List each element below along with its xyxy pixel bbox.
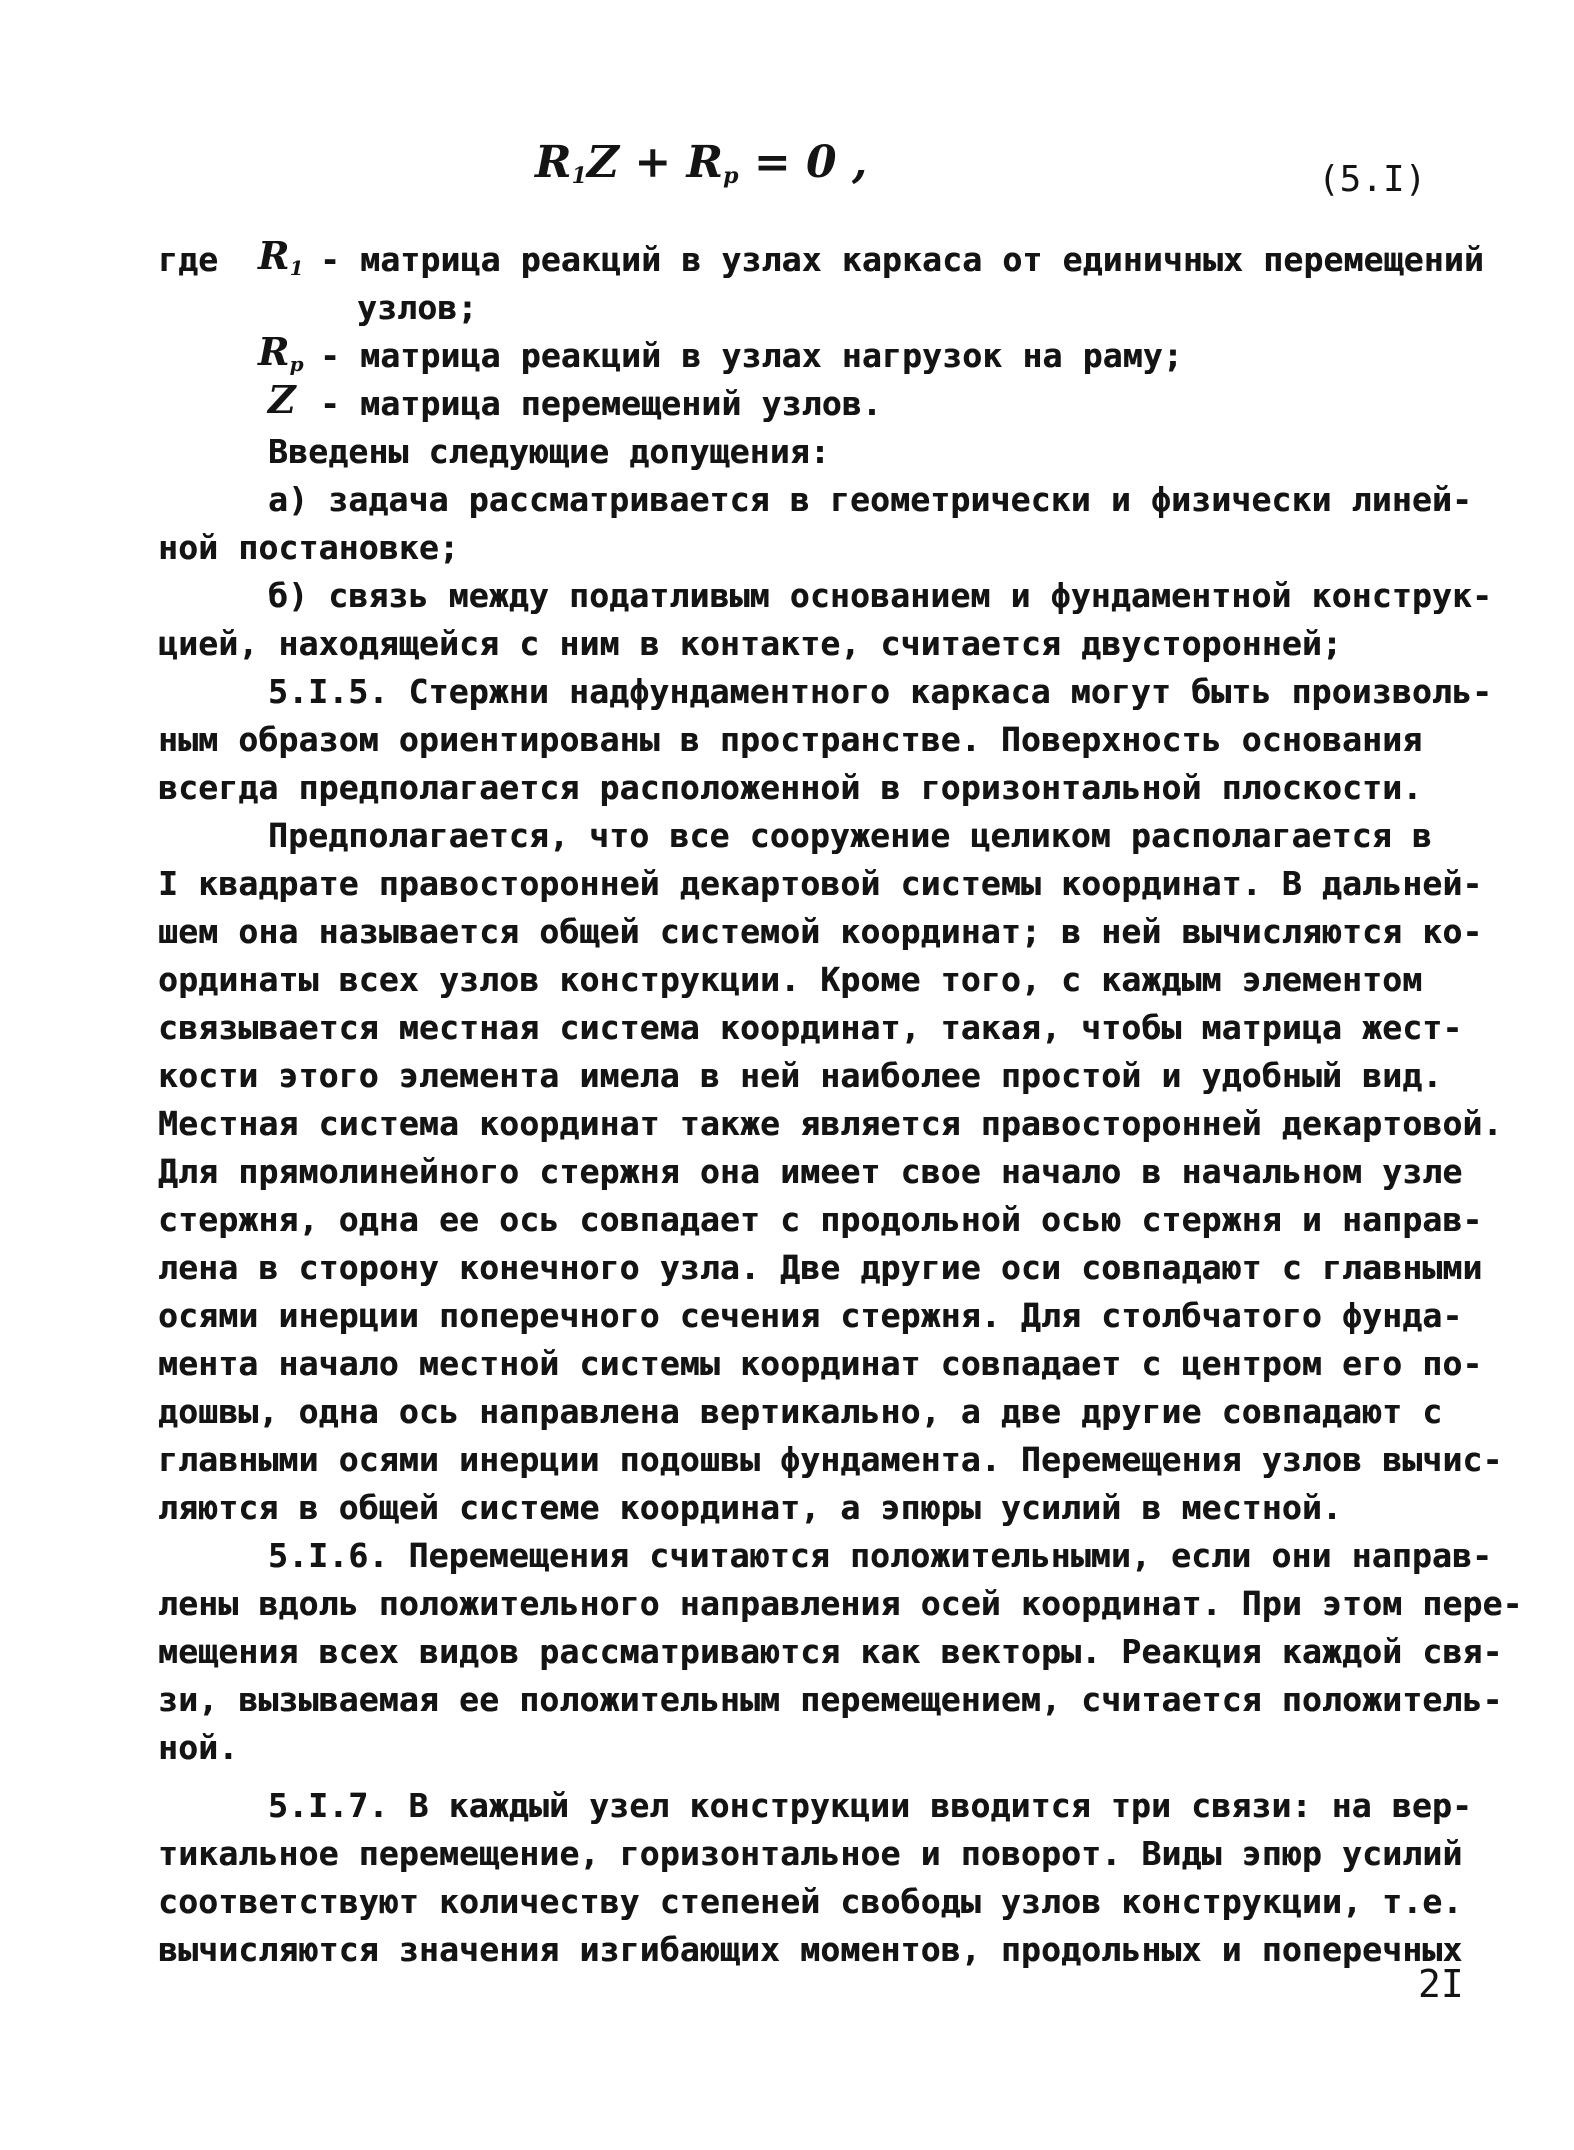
body-line: лена в сторону конечного узла. Две другие оси совпадают с главными <box>158 1248 1483 1287</box>
body-line: 5.I.6. Перемещения считаются положительными, если они направ- <box>268 1536 1493 1575</box>
body-line: мента начало местной системы координат совпадает с центром его по- <box>158 1344 1483 1383</box>
body-line: а) задача рассматривается в геометрически и физически линей- <box>268 480 1473 519</box>
body-line: ной постановке; <box>158 528 460 567</box>
body-line: стержня, одна ее ось совпадает с продольной осью стержня и направ- <box>158 1200 1483 1239</box>
body-line: Местная система координат также является правосторонней декартовой. <box>158 1104 1503 1143</box>
body-line: Предполагается, что все сооружение целиком располагается в <box>268 816 1432 855</box>
definition-r1-line2: узлов; <box>357 288 478 327</box>
body-line: связывается местная система координат, такая, чтобы матрица жест- <box>158 1008 1463 1047</box>
body-line: 5.I.7. В каждый узел конструкции вводится три связи: на вер- <box>268 1786 1473 1825</box>
body-line: тикальное перемещение, горизонтальное и поворот. Виды эпюр усилий <box>158 1834 1463 1873</box>
symbol-r1-letter: R <box>258 233 290 278</box>
body-line: б) связь между податливым основанием и фундаментной конструк- <box>268 576 1493 615</box>
definition-rp: - матрица реакций в узлах нагрузок на раму; <box>320 336 1183 375</box>
body-line: соответствуют количеству степеней свободы узлов конструкции, т.е. <box>158 1882 1463 1921</box>
body-line: Введены следующие допущения: <box>268 432 830 471</box>
body-line: лены вдоль положительного направления осей координат. При этом пере- <box>158 1584 1523 1623</box>
body-line: ординаты всех узлов конструкции. Кроме того, с каждым элементом <box>158 960 1423 999</box>
page-number: 2I <box>1418 1962 1464 2006</box>
definition-z: - матрица перемещений узлов. <box>320 384 882 423</box>
equation-rp-subscript: p <box>723 163 739 189</box>
body-line: осями инерции поперечного сечения стержня. Для столбчатого фунда- <box>158 1296 1463 1335</box>
definition-r1-line1: - матрица реакций в узлах каркаса от единичных перемещений <box>320 240 1484 279</box>
body-line: вычисляются значения изгибающих моментов, продольных и поперечных <box>158 1930 1463 1969</box>
equation-z: Z <box>586 137 620 188</box>
equation <box>535 138 867 201</box>
body-line: кости этого элемента имела в ней наиболее простой и удобный вид. <box>158 1056 1443 1095</box>
equation-plus: + <box>619 137 687 188</box>
body-line: ляются в общей системе координат, а эпюры усилий в местной. <box>158 1488 1342 1527</box>
body-line: главными осями инерции подошвы фундамента. Перемещения узлов вычис- <box>158 1440 1503 1479</box>
symbol-r1-subscript: 1 <box>289 256 304 280</box>
body-line: Для прямолинейного стержня она имеет свое начало в начальном узле <box>158 1152 1463 1191</box>
body-line: дошвы, одна ось направлена вертикально, а две другие совпадают с <box>158 1392 1443 1431</box>
body-line: ной. <box>158 1728 239 1767</box>
symbol-rp-letter: R <box>258 329 290 374</box>
body-line: мещения всех видов рассматриваются как векторы. Реакция каждой свя- <box>158 1632 1503 1671</box>
body-line: цией, находящейся с ним в контакте, считается двусторонней; <box>158 624 1342 663</box>
symbol-z: Z <box>268 377 296 422</box>
body-line: зи, вызываемая ее положительным перемещением, считается положитель- <box>158 1680 1503 1719</box>
symbol-r1 <box>258 234 304 290</box>
equation-rp: R <box>686 137 724 188</box>
equation-number: (5.I) <box>1318 159 1427 200</box>
where-label: где <box>158 240 219 279</box>
body-line: I квадрате правосторонней декартовой системы координат. В дальней- <box>158 864 1483 903</box>
body-line: ным образом ориентированы в пространстве. Поверхность основания <box>158 720 1423 759</box>
equation-r1: R <box>535 137 572 188</box>
equation-rhs: = 0 , <box>738 137 868 188</box>
body-line: всегда предполагается расположенной в горизонтальной плоскости. <box>158 768 1423 807</box>
body-line: 5.I.5. Стержни надфундаментного каркаса могут быть произволь- <box>268 672 1493 711</box>
equation-r1-subscript: 1 <box>571 163 587 189</box>
body-line: шем она называется общей системой координат; в ней вычисляются ко- <box>158 912 1483 951</box>
symbol-rp-subscript: p <box>289 352 304 376</box>
